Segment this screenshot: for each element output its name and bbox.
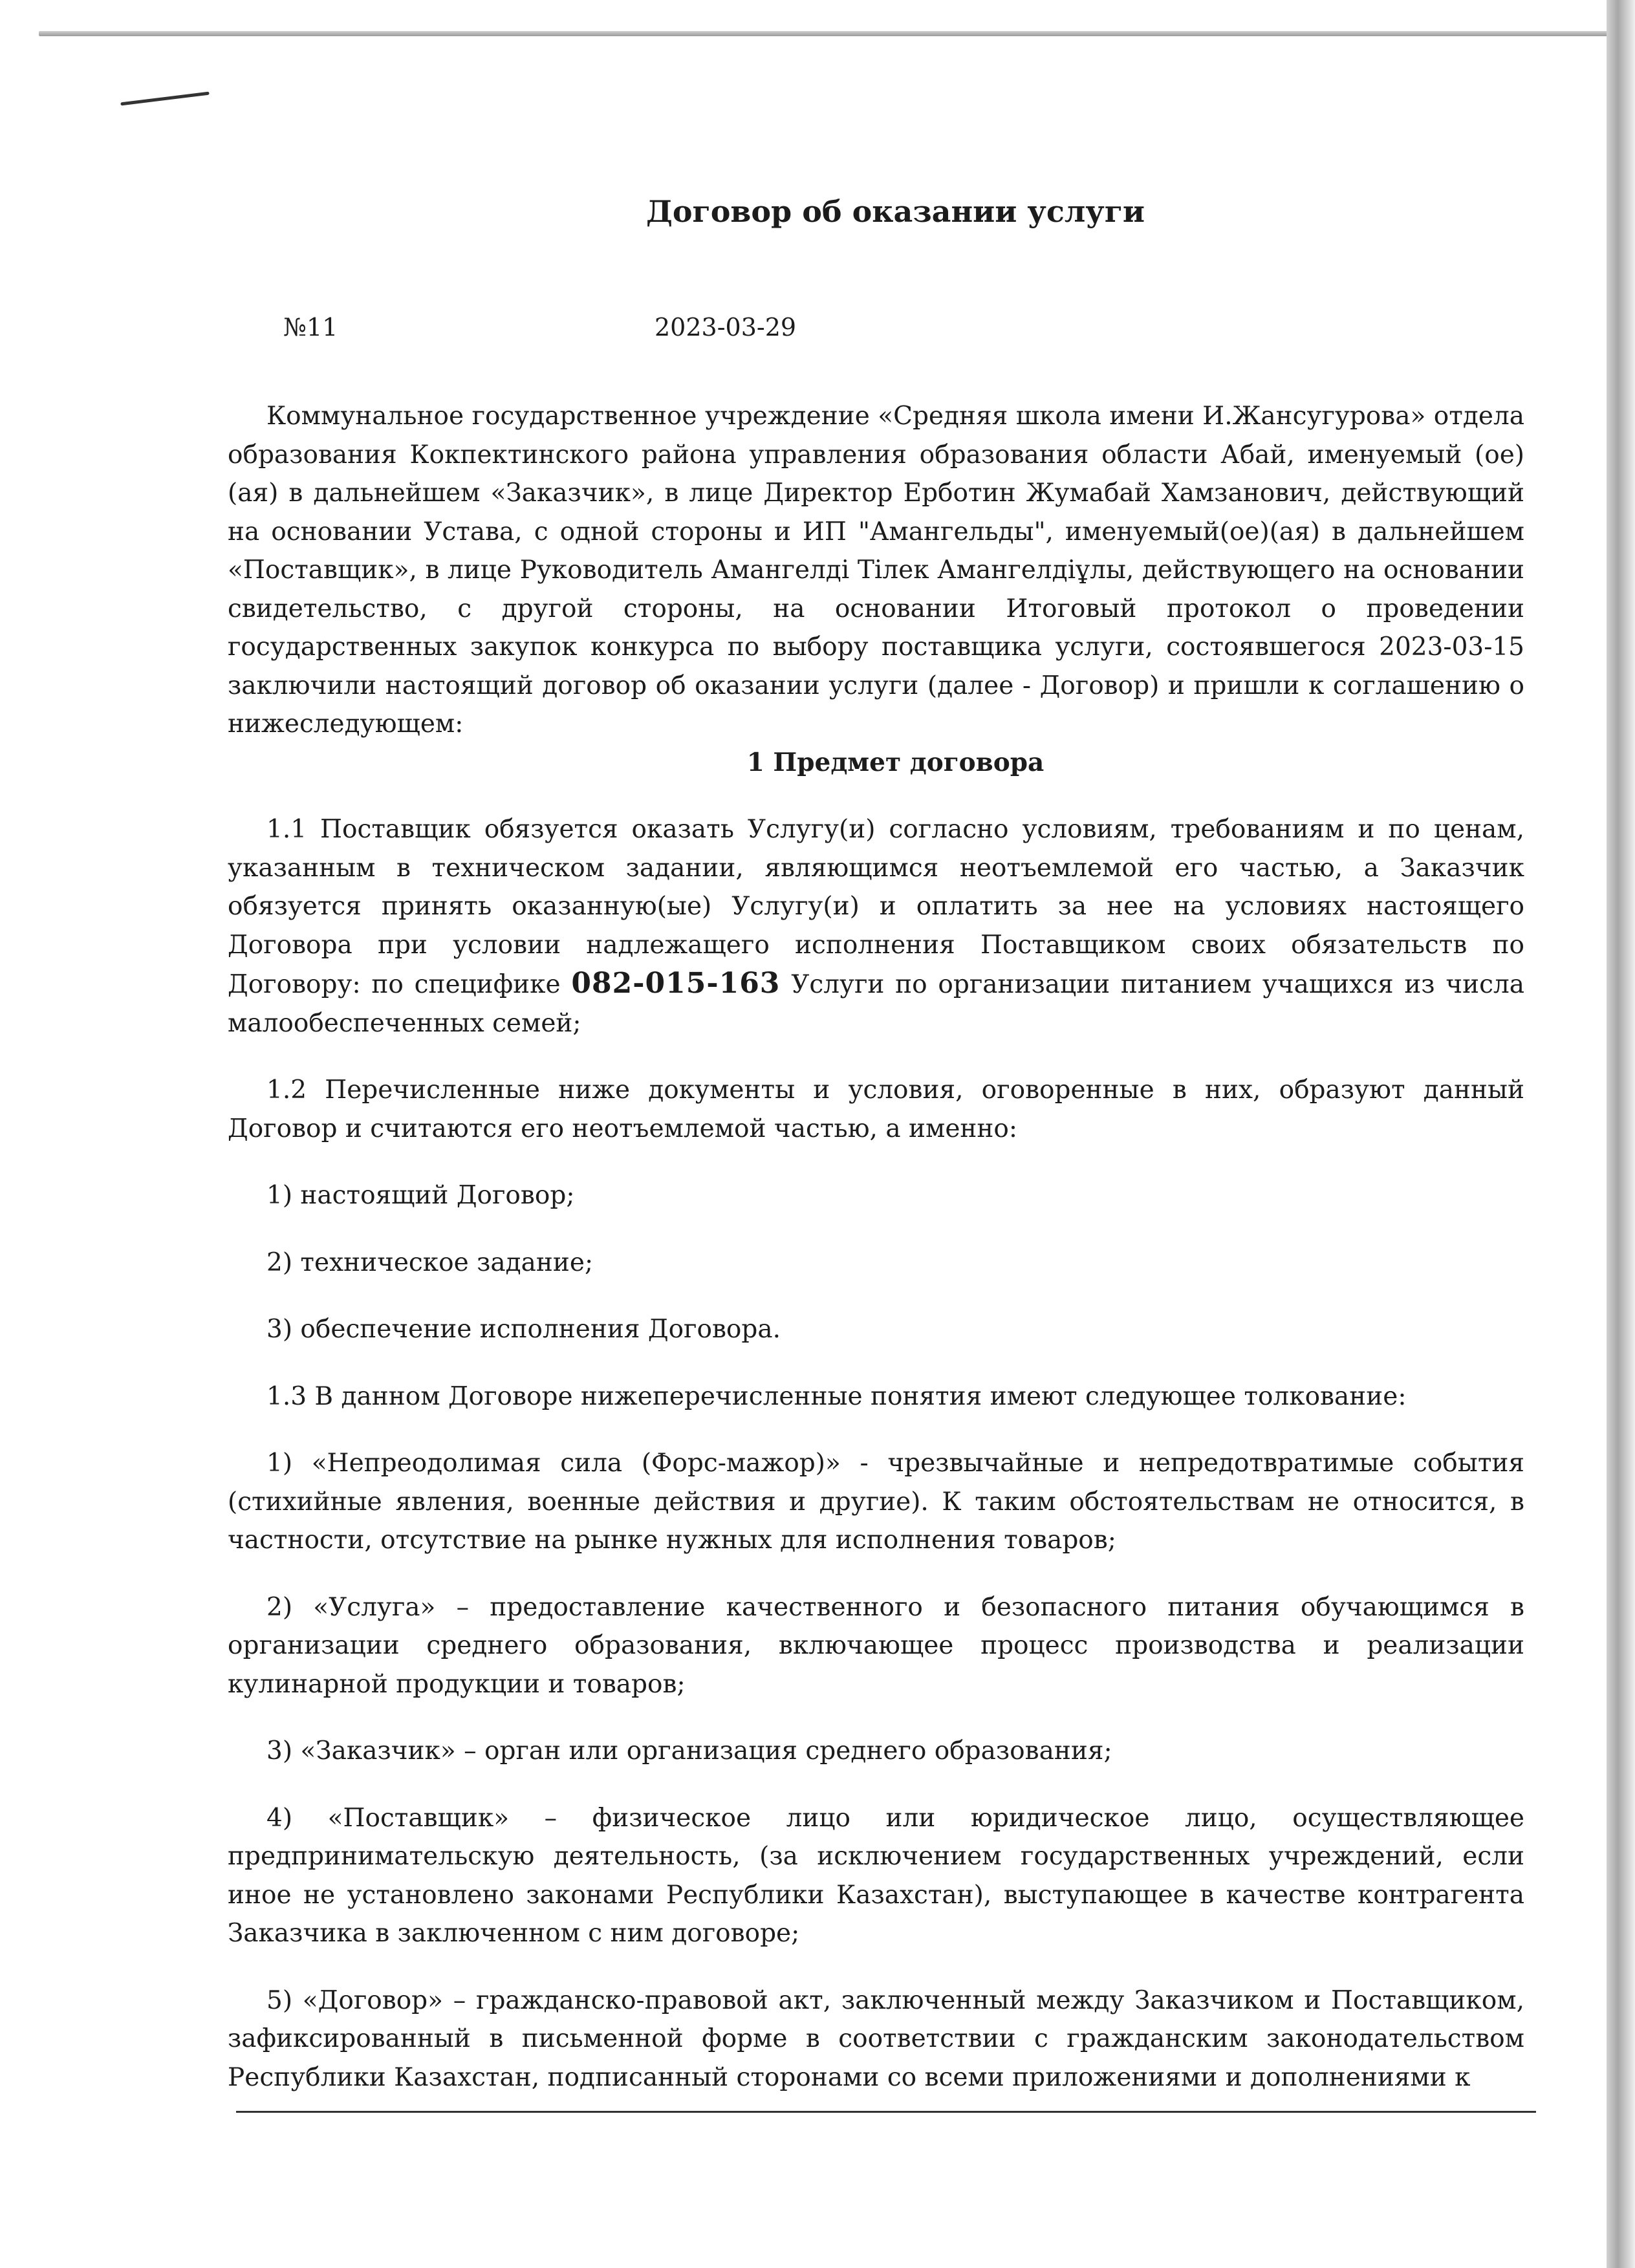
pen-mark: [120, 92, 210, 106]
document-header: [228, 313, 1524, 358]
spec-code: 082-015-163: [571, 967, 781, 1000]
definition-item: 5) «Договор» – гражданско-правовой акт, заключенный между Заказчиком и Поставщиком, зафиксированный в письменной форме в соответствии с гражданским законодательством Республики Казахстан, подписанный сторонами со всеми приложениями и дополнениями к: [228, 1985, 1524, 2092]
document-body: [228, 194, 1524, 2097]
intro-paragraph: Коммунальное государственное учреждение «Средняя школа имени И.Жансугурова» отдела образования Кокпектинского района управления образования области Абай, именуемый (ое)(ая) в дальнейшем «Заказчик», в лице Директор Ерботин Жумабай Хамзанович, действующий на основании Устава, с одной стороны и ИП "Амангельды", именуемый(ое)(ая) в дальнейшем «Поставщик», в лице Руководитель Амангелді Тілек Амангелдіұлы, действующего на основании свидетельство, с другой стороны, на основании Итоговый протокол о проведении государственных закупок конкурса по выбору поставщика услуги, состоявшегося 2023-03-15 заключили настоящий договор об оказании услуги (далее - Договор) и пришли к соглашению о нижеследующем:: [228, 402, 1524, 739]
definition-item: 3) «Заказчик» – орган или организация среднего образования;: [266, 1736, 1112, 1766]
clause-1-1: [228, 810, 1524, 1042]
list-item: 1) настоящий Договор;: [266, 1181, 575, 1210]
section-title: 1 Предмет договора: [746, 747, 1045, 777]
bottom-rule: [236, 2111, 1536, 2113]
definition-item: 4) «Поставщик» – физическое лицо или юридическое лицо, осуществляющее предпринимательскую деятельность, (за исключением государственных учреждений, если иное не установлено законами Республики Казахстан), выступающее в качестве контрагента Заказчика в заключенном с ним договоре;: [228, 1803, 1524, 1948]
scan-right-edge: [1607, 0, 1635, 2268]
document-number: №11: [283, 313, 338, 341]
clause-1-2: 1.2 Перечисленные ниже документы и условия, оговоренные в них, образуют данный Договор и считаются его неотъемлемой частью, а именно:: [228, 1075, 1524, 1143]
document-date: 2023-03-29: [655, 313, 797, 341]
scan-top-edge: [39, 31, 1609, 36]
clause-1-3: 1.3 В данном Договоре нижеперечисленные понятия имеют следующее толкование:: [266, 1381, 1407, 1411]
list-item: 3) обеспечение исполнения Договора.: [266, 1315, 781, 1344]
definition-item: 2) «Услуга» – предоставление качественного и безопасного питания обучающимся в организации среднего образования, включающее процесс производства и реализации кулинарной продукции и товаров;: [228, 1592, 1524, 1699]
clause-1-1-end: Услуги по организации питанием учащихся из числа малообеспеченных семей;: [228, 970, 1525, 1038]
definition-item: 1) «Непреодолимая сила (Форс-мажор)» - чрезвычайные и непредотвратимые события (стихийные явления, военные действия и другие). К таким обстоятельствам не относится, в частности, отсутствие на рынке нужных для исполнения товаров;: [228, 1449, 1524, 1555]
clause-1-1-start: 1.1 Поставщик обязуется оказать Услугу(и) согласно условиям, требованиям и по ценам, указанным в техническом задании, являющимся неотъемлемой его частью, а Заказчик обязуется принять оказанную(ые) Услугу(и) и оплатить за нее на условиях настоящего Договора при условии надлежащего исполнения Поставщиком своих обязательств по Договору: по специфике: [228, 815, 1524, 999]
document-title: Договор об оказании услуги: [645, 194, 1145, 229]
list-item: 2) техническое задание;: [266, 1247, 594, 1277]
